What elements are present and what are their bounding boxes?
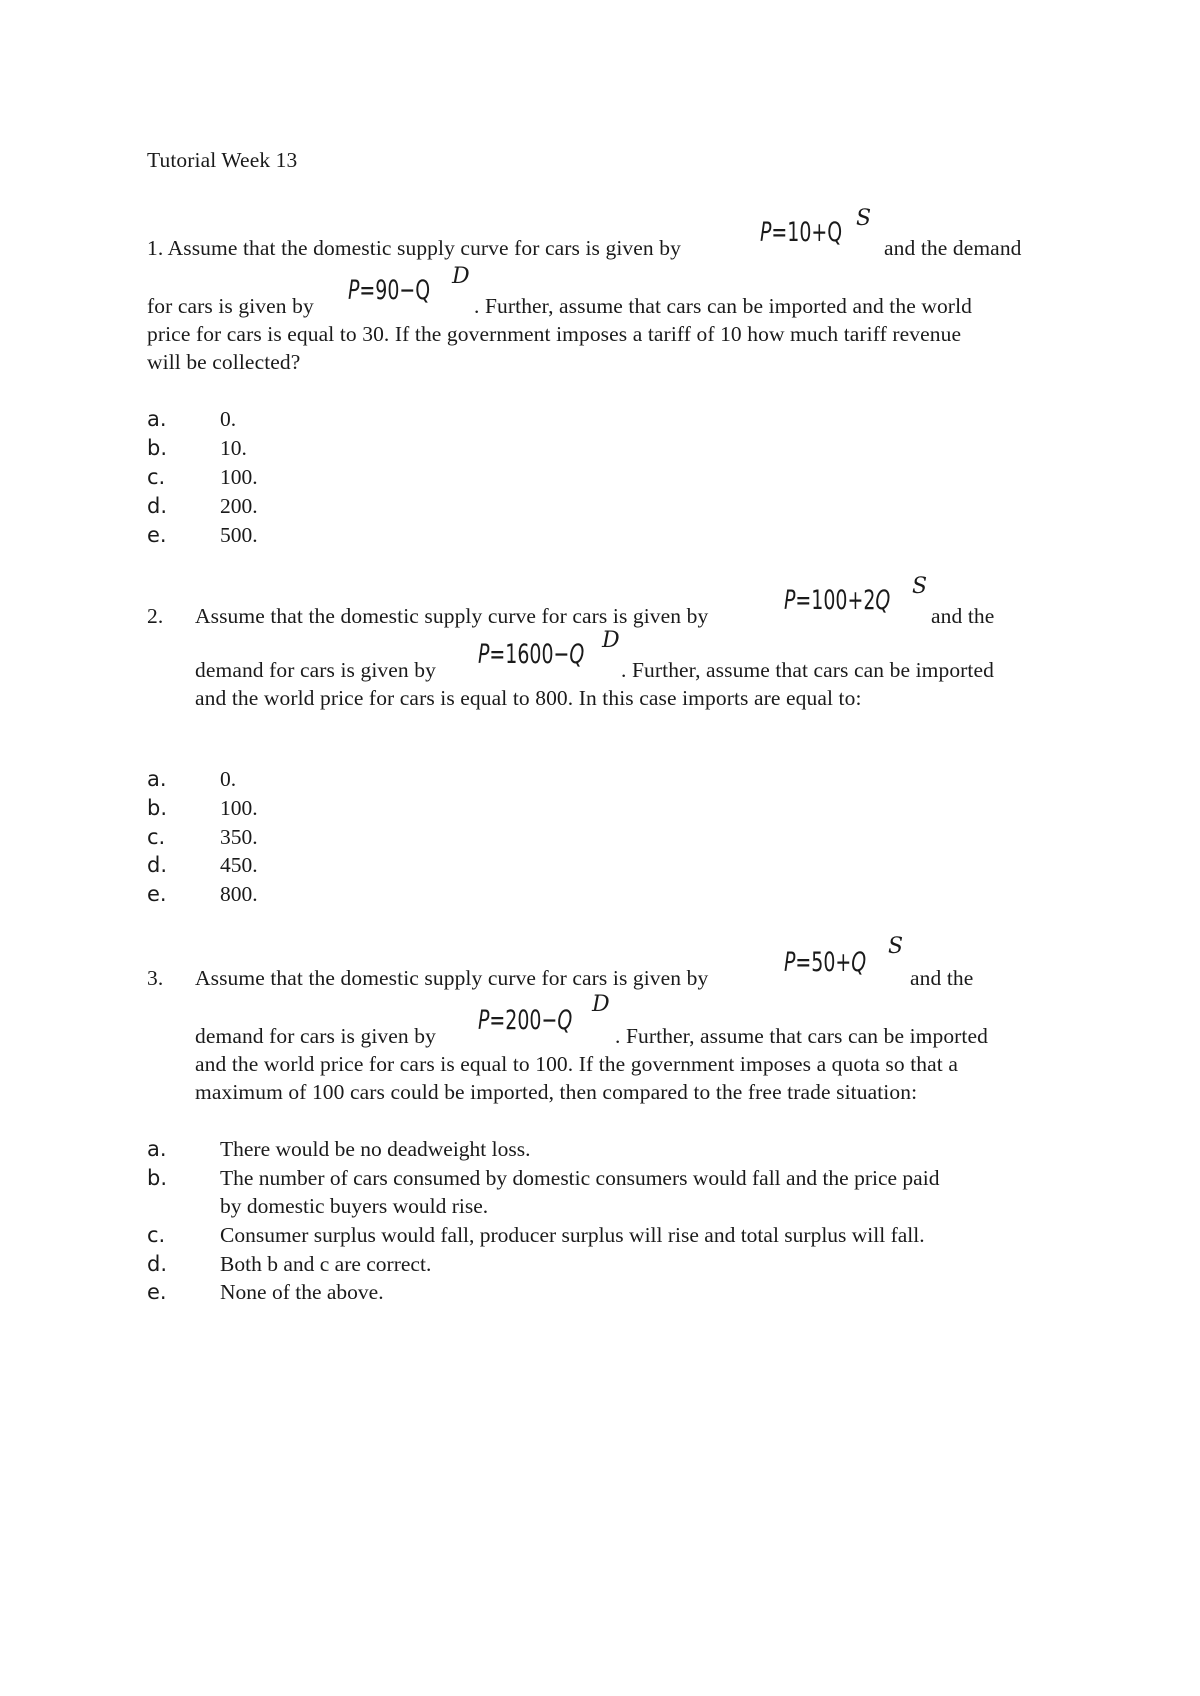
- q3-option-b-letter: b.: [147, 1166, 168, 1190]
- document-title: Tutorial Week 13: [147, 148, 298, 172]
- q3-text-line-1-end: and the: [910, 966, 974, 990]
- q3-option-c-text: Consumer surplus would fall, producer surplus will rise and total surplus will fall.: [220, 1223, 925, 1247]
- q1-option-d-letter: d.: [147, 494, 168, 518]
- q3-option-d-text: Both b and c are correct.: [220, 1252, 432, 1276]
- q1-option-c-text: 100.: [220, 465, 258, 489]
- q1-option-b-text: 10.: [220, 436, 247, 460]
- q2-text-line-2-end: . Further, assume that cars can be imported: [621, 658, 995, 682]
- q1-text-line-4: will be collected?: [147, 350, 301, 374]
- q1-option-c-letter: c.: [147, 465, 166, 489]
- q2-option-d-letter: d.: [147, 853, 168, 877]
- q3-option-a-text: There would be no deadweight loss.: [220, 1137, 531, 1161]
- q3-option-a-letter: a.: [147, 1137, 167, 1161]
- q3-text-line-4: maximum of 100 cars could be imported, then compared to the free trade situation:: [195, 1080, 918, 1104]
- q2-option-a-letter: a.: [147, 767, 167, 791]
- q2-option-a-text: 0.: [220, 767, 237, 791]
- q3-demand-equation: P=200−Q D: [478, 992, 610, 1036]
- q2-text-line-1: Assume that the domestic supply curve for cars is given by: [195, 604, 709, 628]
- q3-text-line-3: and the world price for cars is equal to 100. If the government imposes a quota so that a: [195, 1052, 958, 1076]
- q2-option-d-text: 450.: [220, 853, 258, 877]
- q1-text-line-1-end: and the demand: [884, 236, 1022, 260]
- q1-option-b-letter: b.: [147, 436, 168, 460]
- q1-supply-equation: P=10+Q S: [760, 206, 872, 248]
- q1-text-line-3: price for cars is equal to 30. If the government imposes a tariff of 10 how much tariff revenue: [147, 322, 962, 346]
- q3-option-b-text: The number of cars consumed by domestic consumers would fall and the price paid: [220, 1166, 940, 1190]
- q1-option-e-letter: e.: [147, 523, 167, 547]
- q3-option-b-text-continued: by domestic buyers would rise.: [220, 1194, 489, 1218]
- q3-text-line-1: Assume that the domestic supply curve for cars is given by: [195, 966, 709, 990]
- q2-option-b-letter: b.: [147, 796, 168, 820]
- q1-demand-equation: P=90−Q D: [348, 264, 470, 306]
- q2-option-b-text: 100.: [220, 796, 258, 820]
- q1-text-line-2-end: . Further, assume that cars can be imported and the world: [474, 294, 972, 318]
- q2-option-c-text: 350.: [220, 825, 258, 849]
- q3-option-d-letter: d.: [147, 1252, 168, 1276]
- q3-option-e-text: None of the above.: [220, 1280, 384, 1304]
- q3-option-e-letter: e.: [147, 1280, 167, 1304]
- q3-option-c-letter: c.: [147, 1223, 166, 1247]
- q3-number: 3.: [147, 966, 164, 990]
- q1-option-a-text: 0.: [220, 407, 237, 431]
- q2-supply-equation: P=100+2Q S: [784, 574, 928, 616]
- q2-text-line-3: and the world price for cars is equal to 800. In this case imports are equal to:: [195, 686, 862, 710]
- q2-text-line-2: demand for cars is given by: [195, 658, 436, 682]
- q3-text-line-2: demand for cars is given by: [195, 1024, 436, 1048]
- q3-text-line-2-end: . Further, assume that cars can be imported: [615, 1024, 989, 1048]
- q1-option-d-text: 200.: [220, 494, 258, 518]
- q1-text-line-1: 1. Assume that the domestic supply curve for cars is given by: [147, 236, 681, 260]
- q1-text-line-2: for cars is given by: [147, 294, 314, 318]
- q3-supply-equation: P=50+Q S: [784, 934, 904, 978]
- q2-option-e-letter: e.: [147, 882, 167, 906]
- q1-option-e-text: 500.: [220, 523, 258, 547]
- q1-option-a-letter: a.: [147, 407, 167, 431]
- q2-option-c-letter: c.: [147, 825, 166, 849]
- q2-number: 2.: [147, 604, 164, 628]
- q2-option-e-text: 800.: [220, 882, 258, 906]
- q2-demand-equation: P=1600−Q D: [478, 628, 620, 670]
- q2-text-line-1-end: and the: [931, 604, 995, 628]
